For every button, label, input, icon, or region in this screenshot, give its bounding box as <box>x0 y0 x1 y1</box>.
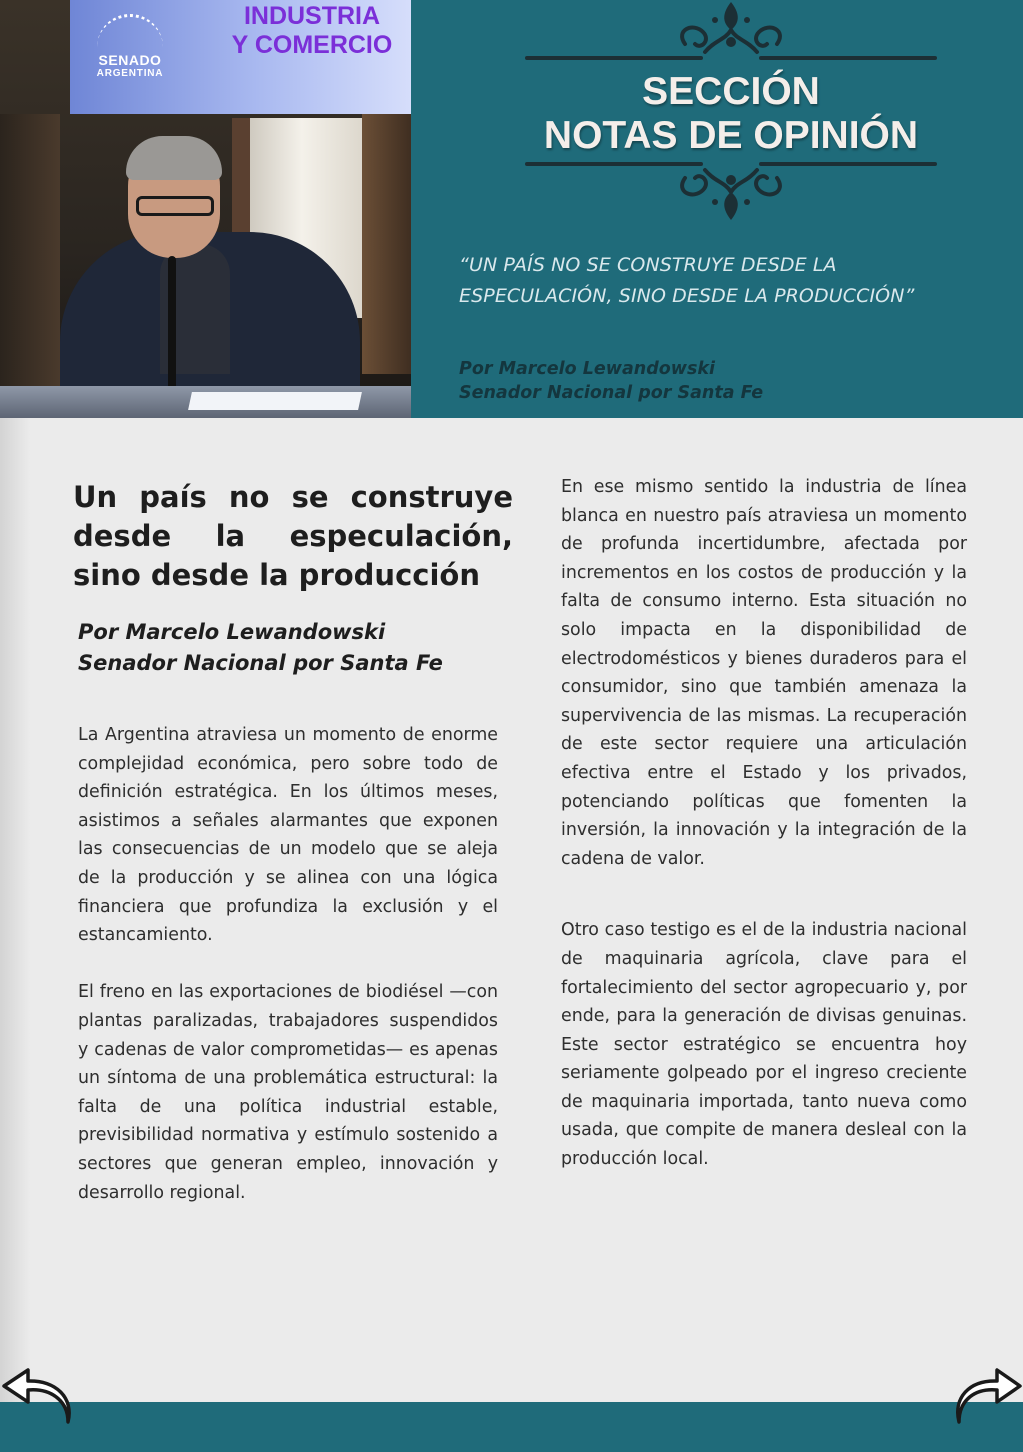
section-title <box>525 70 937 158</box>
desk-papers <box>188 392 362 410</box>
pull-quote-line2: ESPECULACIÓN, SINO DESDE LA PRODUCCIÓN” <box>459 285 915 307</box>
header-byline <box>459 357 979 405</box>
article-paragraph: La Argentina atraviesa un momento de enorme complejidad económica, pero sobre todo de definición estratégica. En los últimos meses, asistimos a señales alarmantes que exponen las consecuencias de un modelo que se aleja de la producción y se alinea con una lógica financiera que profundiza la exclusión y el estancamiento. <box>78 725 498 946</box>
curved-arrow-right-icon <box>953 1366 1023 1426</box>
ornament-bottom-icon <box>525 160 937 222</box>
senator-photo <box>0 0 411 418</box>
pull-quote-line1: “UN PAÍS NO SE CONSTRUYE DESDE LA <box>459 254 837 276</box>
person-hair <box>126 136 222 180</box>
footer-bar <box>0 1402 1023 1452</box>
header-band <box>0 0 1023 418</box>
curved-arrow-left-icon <box>0 1366 76 1426</box>
next-page-button[interactable] <box>953 1366 1023 1426</box>
senado-logo-name: SENADO <box>98 52 162 68</box>
section-title-line1: SECCIÓN <box>642 70 820 113</box>
header-byline-role: Senador Nacional por Santa Fe <box>459 383 764 403</box>
ornament-top-icon <box>525 0 937 62</box>
photo-curtain <box>0 114 60 418</box>
section-title-line2: NOTAS DE OPINIÓN <box>543 114 919 157</box>
person-glasses <box>136 196 214 216</box>
photo-wall <box>362 114 411 374</box>
senado-dome-icon <box>97 14 163 47</box>
article-paragraph: El freno en las exportaciones de biodiésel —con plantas paralizadas, trabajadores suspendidos y cadenas de valor comprometidas— es apenas un síntoma de una problemática estructural: la falta de una política industrial estable, previsibilidad normativa y estímulo sostenido a sectores que generan empleo, innovación y desarrollo regional. <box>78 982 498 1203</box>
microphone <box>168 256 176 406</box>
article-paragraph: En ese mismo sentido la industria de línea blanca en nuestro país atraviesa un momento de profunda incertidumbre, afectada por incrementos en los costos de producción y la falta de consumo interno. Esta situación no solo impacta en la disponibilidad de electrodomésticos y bienes duraderos para el consumidor, sino que también amenaza la supervivencia de las mismas. La recuperación de este sector requiere una articulación efectiva entre el Estado y los privados, potenciando políticas que fomenten la inversión, la innovación y la integración de la cadena de valor. <box>561 477 967 869</box>
article-byline-role: Senador Nacional por Santa Fe <box>78 651 443 675</box>
article-byline-author: Por Marcelo Lewandowski <box>78 620 386 644</box>
page-fold-shadow <box>0 418 30 1402</box>
senado-logo-country: ARGENTINA <box>96 68 164 79</box>
article-byline <box>78 617 508 679</box>
article-column-right <box>561 473 967 1174</box>
article-column-left <box>78 721 498 1207</box>
screen-title-line1: INDUSTRIA <box>243 2 381 30</box>
header-byline-author: Por Marcelo Lewandowski <box>459 359 716 379</box>
senado-logo <box>94 14 166 84</box>
article-paragraph: Otro caso testigo es el de la industria nacional de maquinaria agrícola, clave para el fortalecimiento del sector agropecuario y, por ende, para la generación de divisas genuinas. Este sector estratégico se encuentra hoy seriamente golpeado por el ingreso creciente de maquinaria importada, tanto nueva como usada, que compite de manera desleal con la producción local. <box>561 920 967 1170</box>
screen-title-line2: Y COMERCIO <box>231 31 393 59</box>
previous-page-button[interactable] <box>0 1366 76 1426</box>
screen-title <box>222 2 402 60</box>
article-title: Un país no se construye desde la especulación, sino desde la producción <box>73 480 513 592</box>
pull-quote <box>459 250 999 312</box>
